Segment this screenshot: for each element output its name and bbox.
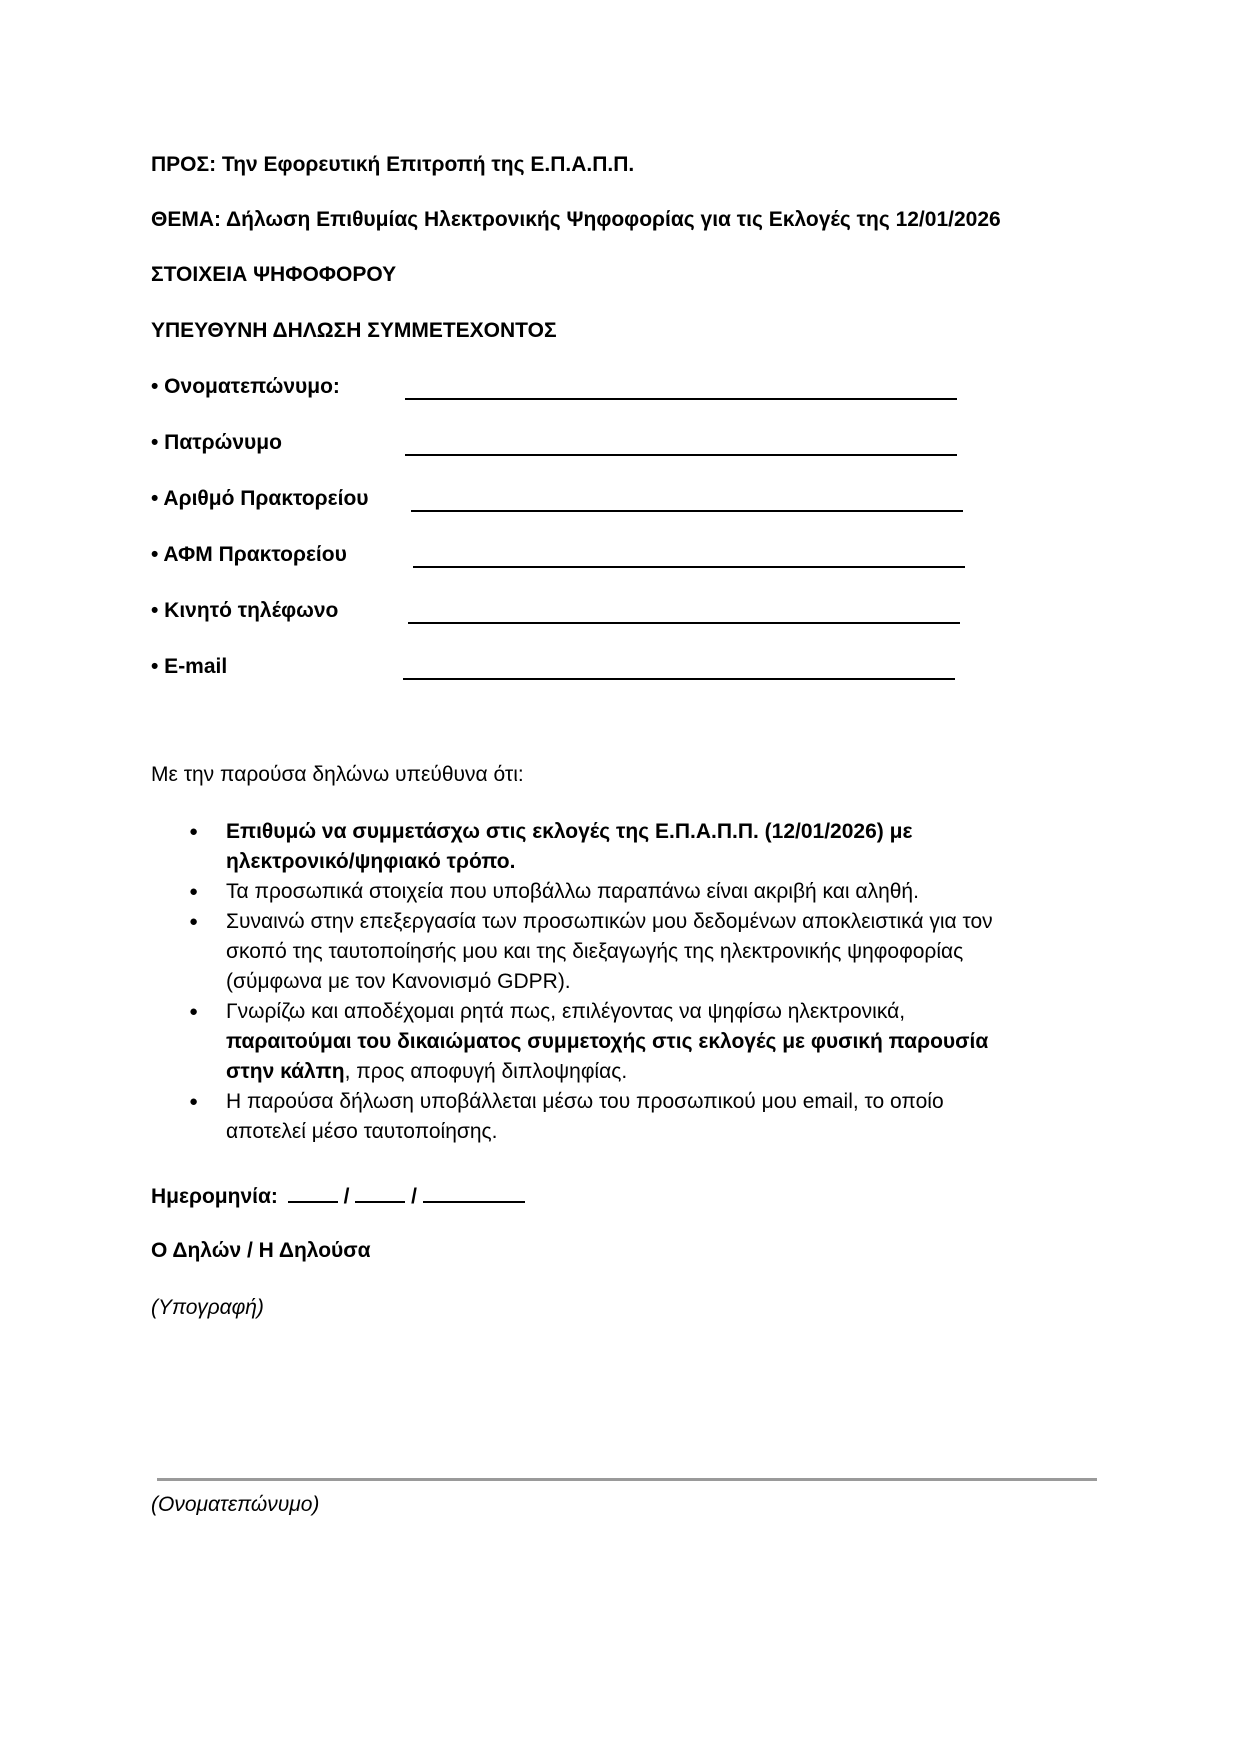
date-separator: / [343,1185,350,1208]
field-label-fullname: • Ονοματεπώνυμο: [151,375,340,398]
declaration-heading: ΥΠΕΥΘΥΝΗ ΔΗΛΩΣΗ ΣΥΜΜΕΤΕΧΟΝΤΟΣ [151,319,557,342]
voter-details-heading: ΣΤΟΙΧΕΙΑ ΨΗΦΟΦΟΡΟΥ [151,263,397,286]
subject-line: ΘΕΜΑ: Δήλωση Επιθυμίας Ηλεκτρονικής Ψηφοφορίας για τις Εκλογές της 12/01/2026 [151,208,1001,231]
name-hint: (Ονοματεπώνυμο) [151,1493,320,1516]
field-label-mobile: • Κινητό τηλέφωνο [151,599,339,622]
date-year-blank[interactable] [423,1180,525,1203]
date-day-blank[interactable] [288,1180,338,1203]
mobile-input-line[interactable] [408,622,960,624]
signature-hint: (Υπογραφή) [151,1296,264,1319]
recipient-line: ΠΡΟΣ: Την Εφορευτική Επιτροπή της Ε.Π.Α.Π.Π. [151,153,635,176]
date-line [151,1180,525,1212]
declaration-item: ● Η παρούσα δήλωση υποβάλλεται μέσω του προσωπικού μου email, το οποίο αποτελεί μέσο ταυτοποίησης. [151,1087,1111,1147]
fathers-name-input-line[interactable] [405,454,957,456]
agency-vat-input-line[interactable] [413,566,965,568]
field-label-agency-number: • Αριθμό Πρακτορείου [151,487,369,510]
date-month-blank[interactable] [355,1180,405,1203]
field-label-email: • E-mail [151,655,228,678]
declaration-list [151,817,1111,1147]
signature-line[interactable] [157,1478,1097,1481]
declaration-item: ● Τα προσωπικά στοιχεία που υποβάλλω παραπάνω είναι ακριβή και αληθή. [151,877,1111,907]
email-input-line[interactable] [403,678,955,680]
declaration-intro: Με την παρούσα δηλώνω υπεύθυνα ότι: [151,763,524,786]
fullname-input-line[interactable] [405,398,957,400]
field-label-agency-vat: • ΑΦΜ Πρακτορείου [151,543,347,566]
declaration-item: ● Επιθυμώ να συμμετάσχω στις εκλογές της Ε.Π.Α.Π.Π. (12/01/2026) με ηλεκτρονικό/ψηφιακό τρόπο. [151,817,1111,877]
declarant-label: Ο Δηλών / Η Δηλούσα [151,1239,371,1262]
date-separator: / [411,1185,417,1208]
date-label: Ημερομηνία: [151,1185,278,1208]
agency-number-input-line[interactable] [411,510,963,512]
declaration-item: ● Συναινώ στην επεξεργασία των προσωπικών μου δεδομένων αποκλειστικά για τον σκοπό της ταυτοποίησής μου και της διεξαγωγής της ηλεκτρονικής ψηφοφορίας (σύμφωνα με τον Κανονισμό GDPR). [151,907,1111,997]
declaration-item: ● Γνωρίζω και αποδέχομαι ρητά πως, επιλέγοντας να ψηφίσω ηλεκτρονικά, παραιτούμαι του δικαιώματος συμμετοχής στις εκλογές με φυσική παρουσία στην κάλπη, προς αποφυγή διπλοψηφίας. [151,997,1111,1087]
field-label-fathers-name: • Πατρώνυμο [151,431,282,454]
